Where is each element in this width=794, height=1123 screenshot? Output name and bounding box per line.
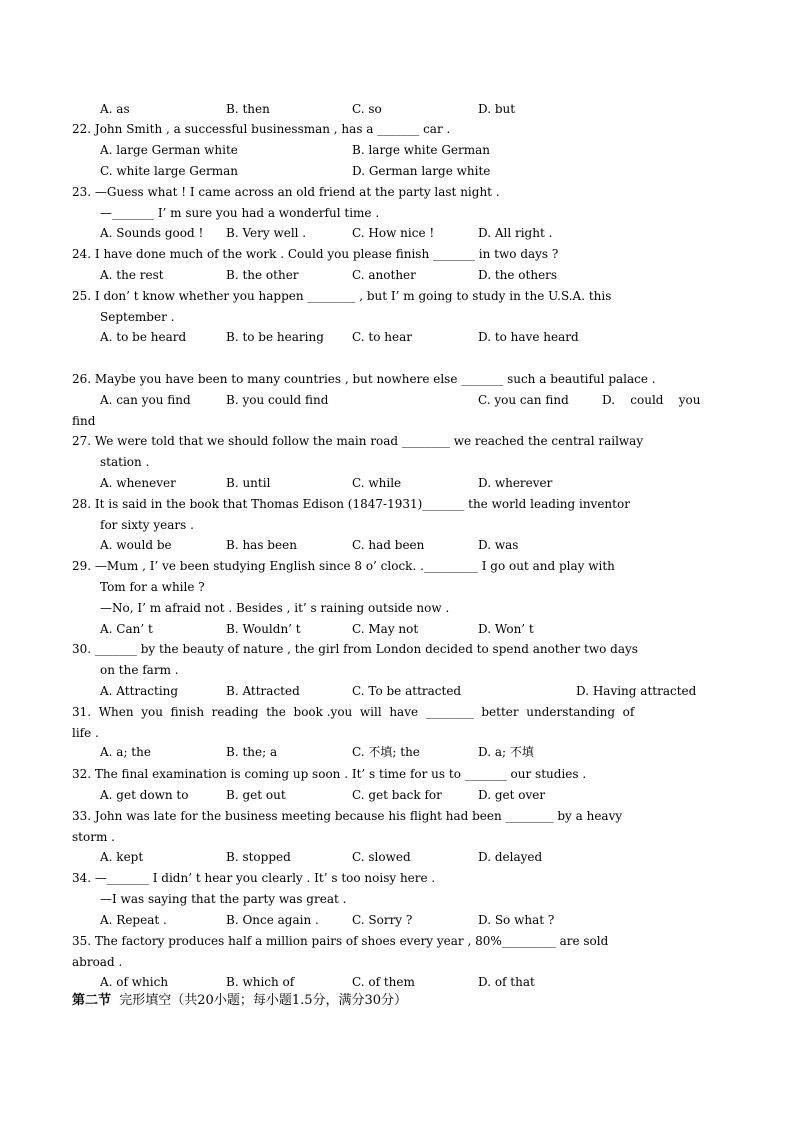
answer-option: A. kept: [100, 850, 144, 864]
answer-option: B. you could find: [226, 393, 329, 407]
question-line: —No, I’ m afraid not . Besides , it’ s raining outside now .: [100, 601, 450, 615]
answer-option: C. another: [352, 268, 416, 282]
answer-option: C. so: [352, 102, 382, 116]
answer-option: D. the others: [478, 268, 558, 282]
answer-option: B. Very well .: [226, 226, 307, 240]
question-line: 28. It is said in the book that Thomas Edison (1847-1931)_______ the world leading inventor: [72, 497, 630, 511]
question-line: for sixty years .: [100, 518, 194, 532]
question-line: 35. The factory produces half a million pairs of shoes every year , 80%_________ are sold: [72, 934, 609, 948]
question-line: 25. I don’ t know whether you happen ________ , but I’ m going to study in the U.S.A. this: [72, 289, 612, 303]
question-line: Tom for a while ?: [100, 580, 205, 594]
answer-option: D. German large white: [352, 164, 491, 178]
answer-option: C. you can find: [478, 393, 569, 407]
question-line: life .: [72, 726, 99, 740]
question-line: 31. When you finish reading the book .you will have ________ better understanding of: [72, 705, 635, 719]
question-line: 34. —_______ I didn’ t hear you clearly . It’ s too noisy here .: [72, 871, 436, 885]
answer-option: B. get out: [226, 788, 286, 802]
answer-option: B. Attracted: [226, 684, 300, 698]
answer-option: A. Attracting: [100, 684, 179, 698]
question-line: —_______ I’ m sure you had a wonderful time .: [100, 206, 380, 220]
answer-option: D. So what ?: [478, 913, 555, 927]
answer-option: A. of which: [100, 975, 169, 989]
question-line: storm .: [72, 830, 115, 844]
answer-option: C. How nice !: [352, 226, 435, 240]
answer-option: A. Repeat .: [100, 913, 167, 927]
question-line: 22. John Smith , a successful businessman , has a _______ car .: [72, 122, 451, 136]
answer-option: C. get back for: [352, 788, 442, 802]
answer-option: D. Won’ t: [478, 622, 534, 636]
question-line: 32. The final examination is coming up soon . It’ s time for us to _______ our studies .: [72, 767, 587, 781]
question-line: September .: [100, 310, 175, 324]
question-line: 27. We were told that we should follow the main road ________ we reached the central railway: [72, 434, 644, 448]
answer-option: A. to be heard: [100, 330, 187, 344]
answer-option: A. whenever: [100, 476, 176, 490]
answer-option: B. has been: [226, 538, 297, 552]
question-line: on the farm .: [100, 663, 179, 677]
answer-option: D. but: [478, 102, 516, 116]
answer-option: B. which of: [226, 975, 295, 989]
answer-option: B. the other: [226, 268, 299, 282]
answer-option: A. get down to: [100, 788, 189, 802]
section-heading: [72, 993, 407, 1009]
answer-option: C. to hear: [352, 330, 412, 344]
answer-option: A. Can’ t: [100, 622, 153, 636]
answer-option: A. as: [100, 102, 130, 116]
answer-option: D. delayed: [478, 850, 543, 864]
answer-option: D. get over: [478, 788, 546, 802]
answer-option: B. until: [226, 476, 271, 490]
answer-option: A. would be: [100, 538, 172, 552]
answer-option: C. of them: [352, 975, 415, 989]
question-line: —I was saying that the party was great .: [100, 892, 347, 906]
answer-option: B. Once again .: [226, 913, 319, 927]
answer-option: B. then: [226, 102, 270, 116]
answer-option: A. Sounds good !: [100, 226, 204, 240]
question-line: 29. —Mum , I’ ve been studying English since 8 o’ clock. ._________ I go out and play with: [72, 559, 615, 573]
answer-option: D. a; 不填: [478, 745, 534, 759]
answer-option: C. To be attracted: [352, 684, 462, 698]
question-line: station .: [100, 455, 150, 469]
answer-option: A. the rest: [100, 268, 164, 282]
answer-option: D. All right .: [478, 226, 553, 240]
section-title: 完形填空（共20小题；每小题1.5分，满分30分）: [111, 993, 408, 1008]
answer-option: C. May not: [352, 622, 419, 636]
question-line: 24. I have done much of the work . Could you please finish _______ in two days ?: [72, 247, 559, 261]
answer-option: D. of that: [478, 975, 535, 989]
answer-option: C. had been: [352, 538, 425, 552]
answer-option: C. Sorry ?: [352, 913, 413, 927]
question-line: 30. _______ by the beauty of nature , the girl from London decided to spend another two days: [72, 642, 638, 656]
answer-option: C. slowed: [352, 850, 411, 864]
answer-option: B. to be hearing: [226, 330, 324, 344]
answer-option: B. stopped: [226, 850, 291, 864]
answer-option: D. to have heard: [478, 330, 579, 344]
answer-option: D. could you: [602, 393, 701, 407]
answer-option: A. large German white: [100, 143, 238, 157]
question-line: 33. John was late for the business meeting because his flight had been ________ by a heavy: [72, 809, 623, 823]
answer-option: B. Wouldn’ t: [226, 622, 301, 636]
answer-option: A. a; the: [100, 745, 151, 759]
question-line: 26. Maybe you have been to many countries , but nowhere else _______ such a beautiful palace .: [72, 372, 656, 386]
answer-option: B. the; a: [226, 745, 278, 759]
section-number: 第二节: [72, 993, 112, 1008]
question-line: find: [72, 414, 96, 428]
answer-option: A. can you find: [100, 393, 191, 407]
answer-option: C. white large German: [100, 164, 238, 178]
answer-option: D. wherever: [478, 476, 553, 490]
answer-option: C. 不填; the: [352, 745, 420, 759]
answer-option: D. was: [478, 538, 519, 552]
question-line: abroad .: [72, 955, 123, 969]
answer-option: D. Having attracted: [576, 684, 697, 698]
answer-option: C. while: [352, 476, 402, 490]
answer-option: B. large white German: [352, 143, 491, 157]
question-line: 23. —Guess what ! I came across an old friend at the party last night .: [72, 185, 500, 199]
